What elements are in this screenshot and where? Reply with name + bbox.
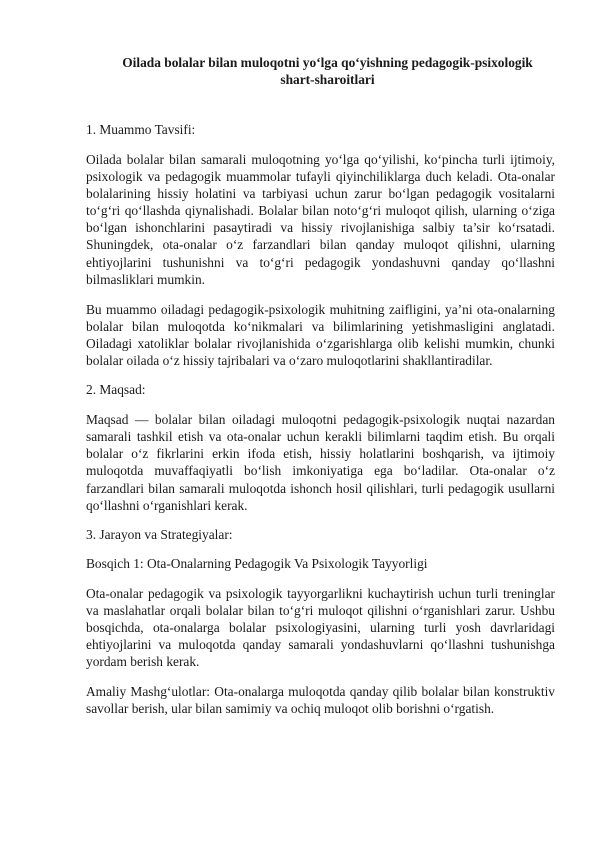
section-heading-problem: 1. Muammo Tavsifi: [86,122,196,137]
paragraph-problem-1: Oilada bolalar bilan samarali muloqotning yo‘lga qo‘yilishi, ko‘pincha turli ijtimoiy, psixologik va pedagogik muammolar tufayli qiyinchiliklarga duch keladi. Ota-onalar bolalarining hissiy holatini va tarbiyasi uchun zarur bo‘lgan pedagogik vositalarni to‘g‘ri qo‘llashda qiynalishadi. Bolalar bilan noto‘g‘ri muloqot qilish, ularning o‘ziga bo‘lgan ishonchlarini pasaytiradi va hissiy rivojlanishiga salbiy ta’sir ko‘rsatadi. Shuningdek, ota-onalar o‘z farzandlari bilan qanday muloqot qilishni, ularning ehtiyojlarini tushunishni va to‘g‘ri pedagogik yondashuvni qanday qo‘llashni bilmasliklari mumkin. [86,152,555,287]
document-title [86,54,555,88]
step-1-heading: Bosqich 1: Ota-Onalarning Pedagogik Va Psixologik Tayyorligi [86,555,428,571]
paragraph-goal: Maqsad — bolalar bilan oiladagi muloqotni pedagogik-psixologik nuqtai nazardan samarali tashkil etish va ota-onalar uchun kerakli bilimlarni taqdim etish. Bu orqali bolalar o‘z fikrlarini erkin ifoda etish, hissiy holatlarini boshqarish, va ijtimoiy muloqotda muvaffaqiyatli bo‘lish imkoniyatiga ega bo‘ladilar. Ota-onalar o‘z farzandlari bilan samarali muloqotda ishonch hosil qilishlari, turli pedagogik usullarni qo‘llashni o‘rganishlari kerak. [86,412,555,513]
title-line-2: shart-sharoitlari [280,72,375,87]
section-heading-goal: 2. Maqsad: [86,382,146,398]
paragraph-problem-2: Bu muammo oiladagi pedagogik-psixologik muhitning zaifligini, ya’ni ota-onalarning bolalar bilan muloqotda ko‘nikmalari va bilimlarining yetishmasligini anglatadi. Oiladagi xatoliklar bolalar rivojlanishida o‘zgarishlarga olib kelishi mumkin, chunki bolalar oilada o‘z hissiy tajribalari va o‘zaro muloqotlarini shakllantiradilar. [86,301,555,369]
paragraph-practical-exercises: Amaliy Mashg‘ulotlar: Ota-onalarga muloqotda qanday qilib bolalar bilan konstruktiv savollar berish, ular bilan samimiy va ochiq muloqot olib borishni o‘rgatish. [86,684,555,717]
paragraph-step-1: Ota-onalar pedagogik va psixologik tayyorgarlikni kuchaytirish uchun turli treninglar va maslahatlar orqali bolalar bilan to‘g‘ri muloqot qilishni o‘rganishlari zarur. Ushbu bosqichda, ota-onalarga bolalar psixologiyasini, ularning turli yosh davrlaridagi ehtiyojlarini va muloqotda qanday samarali yondashuvlarni qo‘llashni tushunishga yordam berish kerak. [86,585,555,670]
title-line-1: Oilada bolalar bilan muloqotni yo‘lga qo‘yishning pedagogik-psixologik [122,55,533,70]
section-heading-process: 3. Jarayon va Strategiyalar: [86,526,233,542]
